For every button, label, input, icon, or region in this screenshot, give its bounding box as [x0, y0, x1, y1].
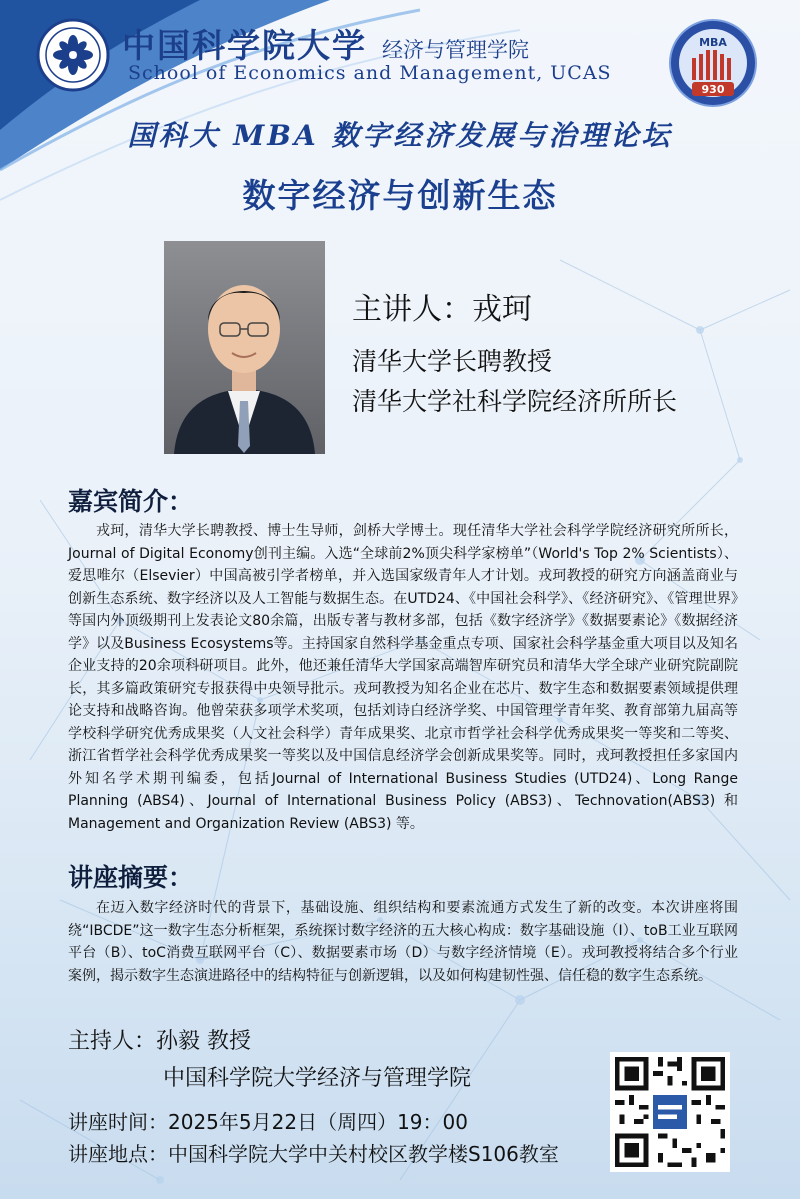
- qr-code-icon[interactable]: [610, 1052, 730, 1172]
- lecture-title: 数字经济与创新生态: [242, 176, 558, 215]
- university-name: 中国科学院大学: [122, 26, 367, 65]
- badge-number: 930: [701, 83, 725, 96]
- bio-heading: 嘉宾简介：: [68, 487, 194, 516]
- speaker-photo: [164, 241, 325, 454]
- mba-badge-icon: [668, 18, 758, 108]
- host-line: 主持人：孙毅 教授: [68, 1029, 251, 1054]
- abstract-heading: 讲座摘要：: [68, 863, 194, 892]
- speaker-name: 主讲人：戎珂: [352, 292, 532, 327]
- forum-title: 国科大 MBA 数字经济发展与治理论坛: [127, 119, 673, 152]
- host-organization: 中国科学院大学经济与管理学院: [163, 1066, 472, 1091]
- lecture-location: 讲座地点：中国科学院大学中关村校区教学楼S106教室: [68, 1142, 559, 1166]
- speaker-title-1: 清华大学长聘教授: [352, 347, 553, 376]
- speaker-title-2: 清华大学社科学院经济所所长: [352, 387, 678, 416]
- badge-label: MBA: [699, 36, 727, 49]
- abstract-text: 在迈入数字经济时代的背景下，基础设施、组织结构和要素流通方式发生了新的改变。本次讲座将围绕“IBCDE”这一数字生态分析框架，系统探讨数字经济的五大核心构成：数字基础设施（I）、toB工业互联网平台（B）、toC消费互联网平台（C）、数据要素市场（D）与数字经济情境（E）。戎珂教授将结合多个行业案例，揭示数字生态演进路径中的结构特征与创新逻辑，以及如何构建韧性强、信任稳的数字生态系统。: [68, 900, 738, 984]
- lecture-time: 讲座时间：2025年5月22日（周四）19：00: [68, 1110, 468, 1134]
- school-name-english: School of Economics and Management, UCAS: [128, 62, 612, 84]
- cas-logo-icon: [36, 18, 110, 92]
- department-name: 经济与管理学院: [382, 38, 529, 62]
- bio-text: 戎珂，清华大学长聘教授、博士生导师，剑桥大学博士。现任清华大学社会科学学院经济研究所所长，Journal of Digital Economy创刊主编。入选“全球前2%顶尖科学家榜单”（World's Top 2% Scientists）、爱思唯尔（Elsevier）中国高被引学者榜单，并入选国家级青年人才计划。戎珂教授的研究方向涵盖商业与创新生态系统、数字经济以及人工智能与数据生态。在UTD24、《中国社会科学》、《经济研究》、《管理世界》等国内外顶级期刊上发表论文80余篇，出版专著与教材多部，包括《数字经济学》《数据要素论》《数据经济学》以及Business Ecosystems等。主持国家自然科学基金重点专项、国家社会科学基金重大项目以及知名企业支持的20余项科研项目。此外，他还兼任清华大学国家高端智库研究员和清华大学全球产业研究院副院长，其多篇政策研究专报获得中央领导批示。戎珂教授为知名企业在芯片、数字生态和数据要素领域提供理论支持和战略咨询。他曾荣获多项学术奖项，包括刘诗白经济学奖、中国管理学青年奖、教育部第九届高等学校科学研究优秀成果奖（人文社会科学）青年成果奖、北京市哲学社会科学优秀成果奖一等奖和二等奖、浙江省哲学社会科学优秀成果奖一等奖以及中国信息经济学会创新成果奖等。同时，戎珂教授担任多家国内外知名学术期刊编委，包括Journal of International Business Studies (UTD24)、Long Range Planning (ABS4)、Journal of International Business Policy (ABS3)、Technovation(ABS3) 和 Management and Organization Review (ABS3) 等。: [68, 523, 738, 832]
